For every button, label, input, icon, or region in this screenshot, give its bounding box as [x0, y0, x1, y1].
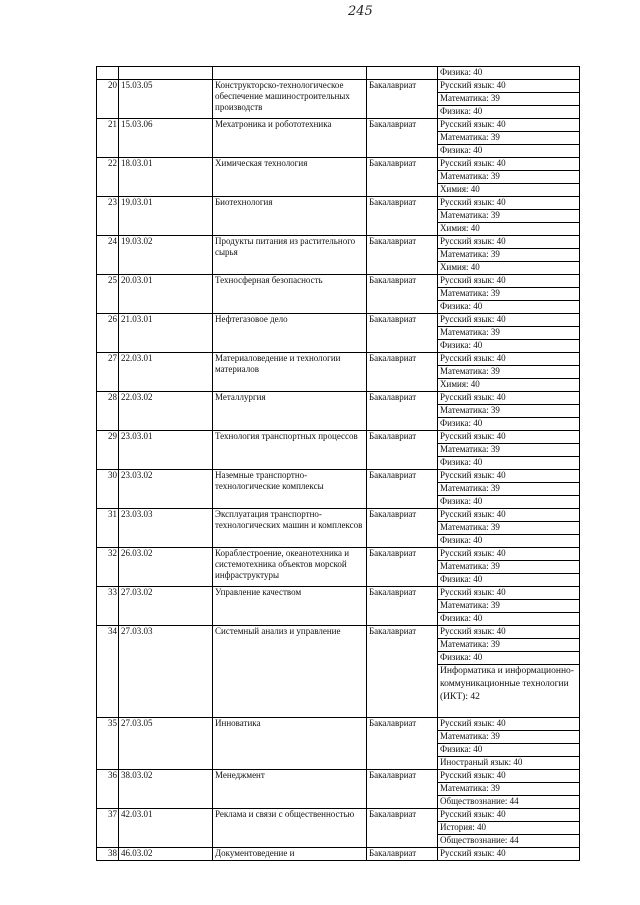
- table-row: [97, 392, 580, 405]
- exam-requirement: Математика: 39: [438, 210, 580, 223]
- exam-requirement: Математика: 39: [438, 327, 580, 340]
- direction-code: 42.03.01: [119, 809, 213, 848]
- education-level: Бакалавриат: [367, 587, 438, 626]
- direction-name: Технология транспортных процессов: [213, 431, 367, 470]
- direction-name: Техносферная безопасность: [213, 275, 367, 314]
- education-level: Бакалавриат: [367, 275, 438, 314]
- exam-requirement: Математика: 39: [438, 171, 580, 184]
- education-level: Бакалавриат: [367, 392, 438, 431]
- table-row: [97, 197, 580, 210]
- exam-requirement: Обществознание: 44: [438, 835, 580, 848]
- exam-requirement: Математика: 39: [438, 132, 580, 145]
- exam-requirement: Русский язык: 40: [438, 353, 580, 366]
- education-level: Бакалавриат: [367, 80, 438, 119]
- exam-requirement: Русский язык: 40: [438, 848, 580, 861]
- education-level: Бакалавриат: [367, 470, 438, 509]
- exam-requirement: Русский язык: 40: [438, 275, 580, 288]
- education-level: Бакалавриат: [367, 626, 438, 718]
- table-row: [97, 587, 580, 600]
- exam-requirement: Русский язык: 40: [438, 470, 580, 483]
- exam-requirement: Математика: 39: [438, 249, 580, 262]
- direction-code: 38.03.02: [119, 770, 213, 809]
- exam-requirement: Русский язык: 40: [438, 431, 580, 444]
- exam-requirement: Иностраный язык: 40: [438, 757, 580, 770]
- exam-requirement: Физика: 40: [438, 652, 580, 665]
- row-number: 34: [97, 626, 119, 718]
- exam-requirement: Математика: 39: [438, 561, 580, 574]
- table-row: [97, 119, 580, 132]
- education-level: Бакалавриат: [367, 809, 438, 848]
- exam-requirement: Химия: 40: [438, 223, 580, 236]
- education-level: [367, 67, 438, 80]
- exam-requirement: Русский язык: 40: [438, 236, 580, 249]
- exam-requirement: Математика: 39: [438, 731, 580, 744]
- table-row: [97, 718, 580, 731]
- table-row: [97, 848, 580, 861]
- exam-requirement: Математика: 39: [438, 600, 580, 613]
- direction-code: 26.03.02: [119, 548, 213, 587]
- row-number: 28: [97, 392, 119, 431]
- direction-name: Биотехнология: [213, 197, 367, 236]
- direction-name: Инноватика: [213, 718, 367, 770]
- direction-name: Кораблестроение, океанотехника и системотехника объектов морской инфраструктуры: [213, 548, 367, 587]
- exam-requirement: Русский язык: 40: [438, 548, 580, 561]
- table-row: [97, 275, 580, 288]
- table-row: [97, 470, 580, 483]
- row-number: 20: [97, 80, 119, 119]
- exam-requirement: Русский язык: 40: [438, 509, 580, 522]
- education-level: Бакалавриат: [367, 158, 438, 197]
- row-number: 29: [97, 431, 119, 470]
- exam-requirement: Русский язык: 40: [438, 392, 580, 405]
- direction-name: Металлургия: [213, 392, 367, 431]
- table-row: [97, 809, 580, 822]
- exam-requirement: Русский язык: 40: [438, 197, 580, 210]
- education-level: Бакалавриат: [367, 848, 438, 861]
- exam-requirement: Русский язык: 40: [438, 809, 580, 822]
- education-level: Бакалавриат: [367, 197, 438, 236]
- direction-name: Эксплуатация транспортно-технологических машин и комплексов: [213, 509, 367, 548]
- admission-requirements-table: [96, 66, 580, 861]
- row-number: 35: [97, 718, 119, 770]
- exam-requirement: Физика: 40: [438, 106, 580, 119]
- direction-code: 22.03.01: [119, 353, 213, 392]
- table-row: [97, 770, 580, 783]
- education-level: Бакалавриат: [367, 236, 438, 275]
- education-level: Бакалавриат: [367, 353, 438, 392]
- direction-name: Мехатроника и робототехника: [213, 119, 367, 158]
- direction-code: 23.03.01: [119, 431, 213, 470]
- exam-requirement: Математика: 39: [438, 483, 580, 496]
- row-number: 38: [97, 848, 119, 861]
- exam-requirement: Физика: 40: [438, 535, 580, 548]
- table-row: [97, 626, 580, 639]
- direction-code: 23.03.02: [119, 470, 213, 509]
- education-level: Бакалавриат: [367, 718, 438, 770]
- direction-code: 18.03.01: [119, 158, 213, 197]
- direction-code: 21.03.01: [119, 314, 213, 353]
- exam-requirement: Информатика и информационно-коммуникационные технологии (ИКТ): 42: [438, 665, 580, 718]
- row-number: 31: [97, 509, 119, 548]
- exam-requirement: Математика: 39: [438, 288, 580, 301]
- row-number: 32: [97, 548, 119, 587]
- direction-code: 27.03.03: [119, 626, 213, 718]
- row-number: 30: [97, 470, 119, 509]
- exam-requirement: Физика: 40: [438, 301, 580, 314]
- row-number: 22: [97, 158, 119, 197]
- direction-name: [213, 67, 367, 80]
- exam-requirement: Физика: 40: [438, 744, 580, 757]
- direction-code: [119, 67, 213, 80]
- exam-requirement: Русский язык: 40: [438, 587, 580, 600]
- exam-requirement: Русский язык: 40: [438, 119, 580, 132]
- exam-requirement: Физика: 40: [438, 496, 580, 509]
- row-number: 23: [97, 197, 119, 236]
- direction-code: 19.03.02: [119, 236, 213, 275]
- row-number: 33: [97, 587, 119, 626]
- education-level: Бакалавриат: [367, 431, 438, 470]
- row-number: [97, 67, 119, 80]
- table-row: [97, 548, 580, 561]
- table-row: [97, 353, 580, 366]
- direction-code: 46.03.02: [119, 848, 213, 861]
- direction-code: 19.03.01: [119, 197, 213, 236]
- exam-requirement: Математика: 39: [438, 444, 580, 457]
- exam-requirement: Физика: 40: [438, 340, 580, 353]
- exam-requirement: Физика: 40: [438, 574, 580, 587]
- row-number: 26: [97, 314, 119, 353]
- row-number: 36: [97, 770, 119, 809]
- education-level: Бакалавриат: [367, 770, 438, 809]
- table-row: [97, 431, 580, 444]
- direction-code: 20.03.01: [119, 275, 213, 314]
- exam-requirement: Математика: 39: [438, 522, 580, 535]
- exam-requirement: Физика: 40: [438, 67, 580, 80]
- row-number: 37: [97, 809, 119, 848]
- exam-requirement: Русский язык: 40: [438, 718, 580, 731]
- exam-requirement: Химия: 40: [438, 184, 580, 197]
- exam-requirement: Русский язык: 40: [438, 770, 580, 783]
- exam-requirement: Математика: 39: [438, 639, 580, 652]
- exam-requirement: Химия: 40: [438, 379, 580, 392]
- direction-code: 22.03.02: [119, 392, 213, 431]
- direction-name: Нефтегазовое дело: [213, 314, 367, 353]
- education-level: Бакалавриат: [367, 509, 438, 548]
- exam-requirement: Физика: 40: [438, 418, 580, 431]
- table-row: [97, 236, 580, 249]
- education-level: Бакалавриат: [367, 119, 438, 158]
- direction-name: Химическая технология: [213, 158, 367, 197]
- direction-code: 15.03.05: [119, 80, 213, 119]
- direction-code: 15.03.06: [119, 119, 213, 158]
- exam-requirement: Математика: 39: [438, 93, 580, 106]
- direction-name: Продукты питания из растительного сырья: [213, 236, 367, 275]
- table-row: [97, 158, 580, 171]
- exam-requirement: Русский язык: 40: [438, 80, 580, 93]
- direction-name: Системный анализ и управление: [213, 626, 367, 718]
- table-row: [97, 314, 580, 327]
- table-row: [97, 509, 580, 522]
- row-number: 21: [97, 119, 119, 158]
- direction-code: 27.03.02: [119, 587, 213, 626]
- exam-requirement: Русский язык: 40: [438, 314, 580, 327]
- table-row: [97, 80, 580, 93]
- exam-requirement: Физика: 40: [438, 613, 580, 626]
- exam-requirement: Физика: 40: [438, 145, 580, 158]
- exam-requirement: Математика: 39: [438, 405, 580, 418]
- page-number: 245: [348, 4, 373, 19]
- direction-name: Материаловедение и технологии материалов: [213, 353, 367, 392]
- row-number: 27: [97, 353, 119, 392]
- exam-requirement: Математика: 39: [438, 783, 580, 796]
- exam-requirement: Химия: 40: [438, 262, 580, 275]
- row-number: 25: [97, 275, 119, 314]
- exam-requirement: Обществознание: 44: [438, 796, 580, 809]
- direction-code: 23.03.03: [119, 509, 213, 548]
- exam-requirement: История: 40: [438, 822, 580, 835]
- direction-name: Управление качеством: [213, 587, 367, 626]
- direction-name: Наземные транспортно-технологические комплексы: [213, 470, 367, 509]
- exam-requirement: Математика: 39: [438, 366, 580, 379]
- direction-name: Менеджмент: [213, 770, 367, 809]
- direction-name: Реклама и связи с общественностью: [213, 809, 367, 848]
- direction-name: Документоведение и: [213, 848, 367, 861]
- direction-code: 27.03.05: [119, 718, 213, 770]
- direction-name: Конструкторско-технологическое обеспечение машиностроительных производств: [213, 80, 367, 119]
- exam-requirement: Русский язык: 40: [438, 626, 580, 639]
- education-level: Бакалавриат: [367, 314, 438, 353]
- exam-requirement: Русский язык: 40: [438, 158, 580, 171]
- exam-requirement: Физика: 40: [438, 457, 580, 470]
- row-number: 24: [97, 236, 119, 275]
- table-row: [97, 67, 580, 80]
- education-level: Бакалавриат: [367, 548, 438, 587]
